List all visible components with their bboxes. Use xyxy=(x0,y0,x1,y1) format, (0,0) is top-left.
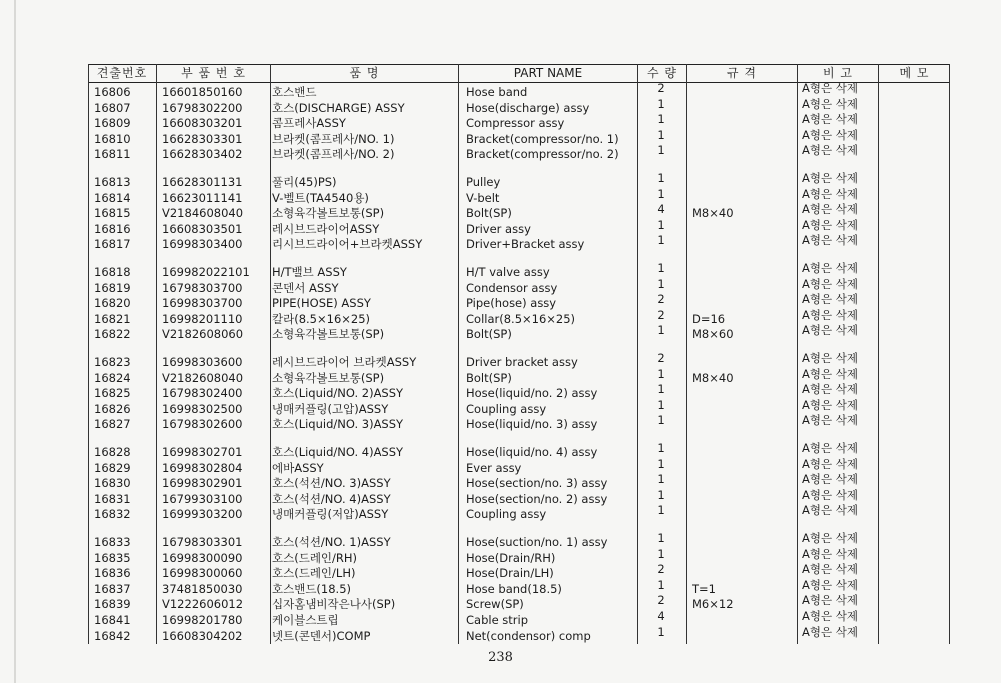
row-quantity: 1 xyxy=(657,171,665,185)
row-note: A형은 삭제 xyxy=(802,81,858,95)
row-note: A형은 삭제 xyxy=(802,233,858,248)
row-name-korean: 냉매커플링(저압)ASSY xyxy=(272,507,389,522)
row-part-name: Bolt(SP) xyxy=(466,327,512,342)
row-spec xyxy=(692,191,782,206)
row-note: A형은 삭제 xyxy=(802,143,858,158)
row-part-name: Hose band(18.5) xyxy=(466,581,562,596)
row-name-korean: 브라켓(콤프레사/NO. 2) xyxy=(272,147,395,162)
row-spec xyxy=(692,355,782,370)
row-part-name: Hose(Drain/LH) xyxy=(466,566,554,581)
row-code: 16807 xyxy=(94,100,131,115)
row-quantity: 2 xyxy=(657,292,665,307)
row-name-korean: 에바ASSY xyxy=(272,460,324,475)
row-quantity: 1 xyxy=(657,472,665,487)
row-name-korean: 호스밴드(18.5) xyxy=(272,581,352,596)
row-part-number: 16608303201 xyxy=(162,116,243,131)
row-part-number: 16998303400 xyxy=(162,237,243,252)
page-number: 238 xyxy=(488,650,513,665)
row-spec xyxy=(692,132,782,147)
row-quantity: 1 xyxy=(657,456,665,471)
row-part-name: Bracket(compressor/no. 2) xyxy=(466,147,619,162)
row-part-number: 16628303402 xyxy=(162,147,243,162)
row-part-name: Compressor assy xyxy=(466,116,565,131)
row-spec: M8×40 xyxy=(692,206,734,221)
header-memo: 메 모 xyxy=(899,66,930,80)
parts-table xyxy=(88,64,950,644)
header-name-kr: 품 명 xyxy=(349,66,380,80)
row-part-number: 16998302804 xyxy=(162,460,243,475)
row-quantity: 1 xyxy=(657,323,665,338)
row-quantity: 1 xyxy=(657,441,665,455)
header-qty: 수 량 xyxy=(647,66,677,80)
row-part-name: Net(condensor) comp xyxy=(466,628,591,643)
row-note: A형은 삭제 xyxy=(802,413,858,428)
row-code: 16827 xyxy=(94,417,131,432)
row-quantity: 2 xyxy=(657,81,665,95)
row-note: A형은 삭제 xyxy=(802,307,858,322)
row-quantity: 1 xyxy=(657,413,665,428)
row-code: 16817 xyxy=(94,237,131,252)
row-name-korean: 호스(Liquid/NO. 4)ASSY xyxy=(272,445,404,459)
row-name-korean: 호스(Liquid/NO. 2)ASSY xyxy=(272,386,404,401)
row-code: 16837 xyxy=(94,581,131,596)
row-name-korean: 리시브드라이어+브라켓ASSY xyxy=(272,237,423,252)
row-code: 16818 xyxy=(94,265,131,279)
row-part-name: H/T valve assy xyxy=(466,265,550,279)
row-quantity: 1 xyxy=(657,546,665,561)
row-quantity: 1 xyxy=(657,261,665,275)
row-part-number: 16798303301 xyxy=(162,535,243,549)
row-part-name: Hose(suction/no. 1) assy xyxy=(466,535,608,549)
row-name-korean: 냉매커플링(고압)ASSY xyxy=(272,401,389,416)
row-part-name: Hose(section/no. 3) assy xyxy=(466,476,608,491)
row-part-name: Hose(Drain/RH) xyxy=(466,550,556,565)
row-code: 16828 xyxy=(94,445,131,459)
row-name-korean: 레시브드라이어 브라켓ASSY xyxy=(272,355,417,369)
row-spec xyxy=(692,417,782,432)
row-code: 16820 xyxy=(94,296,131,311)
row-code: 16842 xyxy=(94,628,131,643)
row-note: A형은 삭제 xyxy=(802,577,858,592)
row-part-number: 16799303100 xyxy=(162,491,243,506)
row-name-korean: PIPE(HOSE) ASSY xyxy=(272,296,371,311)
row-code: 16823 xyxy=(94,355,131,369)
table-row xyxy=(88,143,950,162)
row-part-name: Coupling assy xyxy=(466,507,547,522)
row-code: 16819 xyxy=(94,280,131,295)
row-quantity: 4 xyxy=(657,202,665,217)
row-note: A형은 삭제 xyxy=(802,456,858,471)
row-name-korean: 레시브드라이어ASSY xyxy=(272,221,380,236)
row-code: 16832 xyxy=(94,507,131,522)
row-part-number: 16998201780 xyxy=(162,613,243,627)
row-spec xyxy=(692,296,782,311)
row-quantity: 1 xyxy=(657,96,665,111)
table-row xyxy=(88,323,950,342)
row-part-number: 169982022101 xyxy=(162,265,250,279)
row-part-name: Hose(liquid/no. 4) assy xyxy=(466,445,598,459)
row-name-korean: 브라켓(콤프레사/NO. 1) xyxy=(272,131,395,146)
row-part-number: V2182608060 xyxy=(162,327,244,342)
row-code: 16806 xyxy=(94,85,131,99)
table-row xyxy=(88,624,950,644)
row-code: 16839 xyxy=(94,597,131,612)
row-code: 16809 xyxy=(94,116,131,131)
row-note: A형은 삭제 xyxy=(802,186,858,201)
row-part-number: 16798302200 xyxy=(162,100,243,115)
row-note: A형은 삭제 xyxy=(802,276,858,291)
row-part-number: 16601850160 xyxy=(162,85,243,99)
row-spec xyxy=(692,85,782,100)
row-note: A형은 삭제 xyxy=(802,441,858,455)
row-quantity: 1 xyxy=(657,276,665,291)
row-code: 16821 xyxy=(94,311,131,326)
row-note: A형은 삭제 xyxy=(802,546,858,561)
row-name-korean: 호스(DISCHARGE) ASSY xyxy=(272,100,405,115)
row-part-number: 16999303200 xyxy=(162,507,243,522)
row-note: A형은 삭제 xyxy=(802,202,858,217)
row-note: A형은 삭제 xyxy=(802,351,858,365)
row-part-number: 16998303700 xyxy=(162,296,243,311)
row-part-name: Condensor assy xyxy=(466,280,558,295)
row-name-korean: 호스(드레인/RH) xyxy=(272,550,358,565)
row-quantity: 1 xyxy=(657,531,665,545)
row-part-number: 37481850030 xyxy=(162,581,243,596)
row-quantity: 1 xyxy=(657,366,665,381)
row-name-korean: 호스(석션/NO. 3)ASSY xyxy=(272,476,391,491)
row-note: A형은 삭제 xyxy=(802,531,858,545)
row-name-korean: 케이블스트립 xyxy=(272,613,339,627)
row-code: 16831 xyxy=(94,491,131,506)
row-name-korean: 소형육각볼트보통(SP) xyxy=(272,206,385,221)
row-part-number: 16623011141 xyxy=(162,190,243,205)
row-quantity: 1 xyxy=(657,143,665,158)
row-code: 16833 xyxy=(94,535,131,549)
row-spec xyxy=(692,402,782,417)
row-quantity: 2 xyxy=(657,593,665,608)
row-quantity: 1 xyxy=(657,233,665,248)
row-code: 16815 xyxy=(94,206,131,221)
row-code: 16814 xyxy=(94,190,131,205)
row-spec xyxy=(692,237,782,252)
row-quantity: 1 xyxy=(657,382,665,397)
table-row xyxy=(88,233,950,252)
row-part-number: 16608304202 xyxy=(162,628,243,643)
row-spec xyxy=(692,535,782,550)
row-name-korean: H/T밸브 ASSY xyxy=(272,265,347,279)
row-code: 16825 xyxy=(94,386,131,401)
row-part-number: 16998302500 xyxy=(162,401,243,416)
row-spec xyxy=(692,222,782,237)
row-part-number: V2182608040 xyxy=(162,370,244,385)
row-part-name: Pipe(hose) assy xyxy=(466,296,557,311)
table-row xyxy=(88,413,950,432)
row-part-name: Pulley xyxy=(466,175,501,189)
row-part-name: Coupling assy xyxy=(466,401,547,416)
row-part-number: 16608303501 xyxy=(162,221,243,236)
row-note: A형은 삭제 xyxy=(802,366,858,381)
row-quantity: 2 xyxy=(657,351,665,365)
row-name-korean: 호스(석션/NO. 1)ASSY xyxy=(272,535,391,549)
row-part-number: 16998303600 xyxy=(162,355,243,369)
row-spec xyxy=(692,101,782,116)
row-part-name: Screw(SP) xyxy=(466,597,524,612)
row-spec: M8×40 xyxy=(692,370,734,385)
row-name-korean: V-벨트(TA4540용) xyxy=(272,190,369,205)
row-spec xyxy=(692,613,782,628)
row-name-korean: 풀리(45)PS) xyxy=(272,175,337,189)
row-code: 16829 xyxy=(94,460,131,475)
row-note: A형은 삭제 xyxy=(802,261,858,275)
row-spec: M6×12 xyxy=(692,597,734,612)
row-note: A형은 삭제 xyxy=(802,96,858,111)
row-part-name: Bracket(compressor/no. 1) xyxy=(466,131,619,146)
header-part-name: PART NAME xyxy=(513,66,583,80)
row-note: A형은 삭제 xyxy=(802,397,858,412)
row-spec xyxy=(692,175,782,190)
row-part-name: Ever assy xyxy=(466,460,522,475)
row-name-korean: 넷트(콘덴서)COMP xyxy=(272,628,371,643)
row-code: 16810 xyxy=(94,131,131,146)
row-code: 16841 xyxy=(94,613,131,627)
row-quantity: 1 xyxy=(657,624,665,639)
row-part-name: Hose(section/no. 2) assy xyxy=(466,491,608,506)
row-part-number: 16998300060 xyxy=(162,566,243,581)
row-spec xyxy=(692,461,782,476)
row-spec xyxy=(692,281,782,296)
row-code: 16835 xyxy=(94,550,131,565)
row-part-number: 16798302400 xyxy=(162,386,243,401)
row-spec xyxy=(692,476,782,491)
row-note: A형은 삭제 xyxy=(802,487,858,502)
row-note: A형은 삭제 xyxy=(802,127,858,142)
row-name-korean: 호스밴드 xyxy=(272,85,317,99)
row-spec xyxy=(692,551,782,566)
row-name-korean: 십자홈냄비작은나사(SP) xyxy=(272,597,396,612)
row-code: 16824 xyxy=(94,370,131,385)
row-quantity: 1 xyxy=(657,217,665,232)
row-note: A형은 삭제 xyxy=(802,472,858,487)
row-spec xyxy=(692,566,782,581)
row-part-name: Cable strip xyxy=(466,613,529,627)
row-note: A형은 삭제 xyxy=(802,503,858,518)
row-note: A형은 삭제 xyxy=(802,562,858,577)
row-part-number: 16998300090 xyxy=(162,550,243,565)
row-part-number: V2184608040 xyxy=(162,206,244,221)
row-quantity: 1 xyxy=(657,186,665,201)
row-quantity: 1 xyxy=(657,503,665,518)
row-note: A형은 삭제 xyxy=(802,323,858,338)
row-code: 16816 xyxy=(94,221,131,236)
row-spec xyxy=(692,386,782,401)
row-spec xyxy=(692,116,782,131)
row-note: A형은 삭제 xyxy=(802,112,858,127)
row-name-korean: 소형육각볼트보통(SP) xyxy=(272,327,385,342)
row-part-number: 16798303700 xyxy=(162,280,243,295)
row-part-number: 16628303301 xyxy=(162,131,243,146)
row-code: 16836 xyxy=(94,566,131,581)
row-spec xyxy=(692,445,782,460)
row-part-name: Hose(discharge) assy xyxy=(466,100,590,115)
row-part-number: 16798302600 xyxy=(162,417,243,432)
row-name-korean: 콘덴서 ASSY xyxy=(272,280,339,295)
row-name-korean: 칼라(8.5×16×25) xyxy=(272,311,371,326)
row-part-number: 16628301131 xyxy=(162,175,243,189)
row-part-name: Driver+Bracket assy xyxy=(466,237,585,252)
row-part-number: V1222606012 xyxy=(162,597,244,612)
row-part-name: Hose band xyxy=(466,85,528,99)
row-note: A형은 삭제 xyxy=(802,609,858,623)
row-part-name: Driver bracket assy xyxy=(466,355,578,369)
row-code: 16813 xyxy=(94,175,131,189)
row-note: A형은 삭제 xyxy=(802,171,858,185)
row-quantity: 1 xyxy=(657,112,665,127)
row-name-korean: 호스(Liquid/NO. 3)ASSY xyxy=(272,417,404,432)
header-part-no: 부 품 번 호 xyxy=(181,66,246,80)
header-code: 견출번호 xyxy=(96,66,148,80)
row-code: 16822 xyxy=(94,327,131,342)
row-part-number: 16998302701 xyxy=(162,445,243,459)
row-part-name: Driver assy xyxy=(466,221,531,236)
row-spec: M8×60 xyxy=(692,327,734,342)
page-binding-edge xyxy=(14,0,16,683)
row-part-name: Hose(liquid/no. 2) assy xyxy=(466,386,598,401)
row-name-korean: 호스(드레인/LH) xyxy=(272,566,356,581)
row-spec xyxy=(692,629,782,644)
row-spec xyxy=(692,492,782,507)
row-code: 16811 xyxy=(94,147,131,162)
header-note: 비 고 xyxy=(823,66,853,80)
row-part-number: 16998302901 xyxy=(162,476,243,491)
row-name-korean: 소형육각볼트보통(SP) xyxy=(272,370,385,385)
row-quantity: 1 xyxy=(657,127,665,142)
row-part-name: V-belt xyxy=(466,190,500,205)
row-name-korean: 호스(석션/NO. 4)ASSY xyxy=(272,491,391,506)
row-part-number: 16998201110 xyxy=(162,311,243,326)
row-part-name: Bolt(SP) xyxy=(466,206,512,221)
row-quantity: 4 xyxy=(657,609,665,623)
row-name-korean: 콤프레사ASSY xyxy=(272,116,346,131)
row-spec: D=16 xyxy=(692,311,726,326)
row-code: 16826 xyxy=(94,401,131,416)
row-note: A형은 삭제 xyxy=(802,593,858,608)
row-quantity: 1 xyxy=(657,397,665,412)
row-note: A형은 삭제 xyxy=(802,217,858,232)
row-note: A형은 삭제 xyxy=(802,292,858,307)
row-note: A형은 삭제 xyxy=(802,624,858,639)
row-code: 16830 xyxy=(94,476,131,491)
row-spec xyxy=(692,507,782,522)
table-row xyxy=(88,503,950,522)
row-spec xyxy=(692,147,782,162)
row-part-name: Bolt(SP) xyxy=(466,370,512,385)
header-spec: 규 격 xyxy=(727,66,757,80)
row-part-name: Collar(8.5×16×25) xyxy=(466,311,576,326)
row-quantity: 2 xyxy=(657,307,665,322)
row-spec: T=1 xyxy=(692,581,716,596)
row-quantity: 1 xyxy=(657,487,665,502)
row-quantity: 1 xyxy=(657,577,665,592)
row-note: A형은 삭제 xyxy=(802,382,858,397)
row-quantity: 2 xyxy=(657,562,665,577)
row-part-name: Hose(liquid/no. 3) assy xyxy=(466,417,598,432)
row-spec xyxy=(692,265,782,280)
